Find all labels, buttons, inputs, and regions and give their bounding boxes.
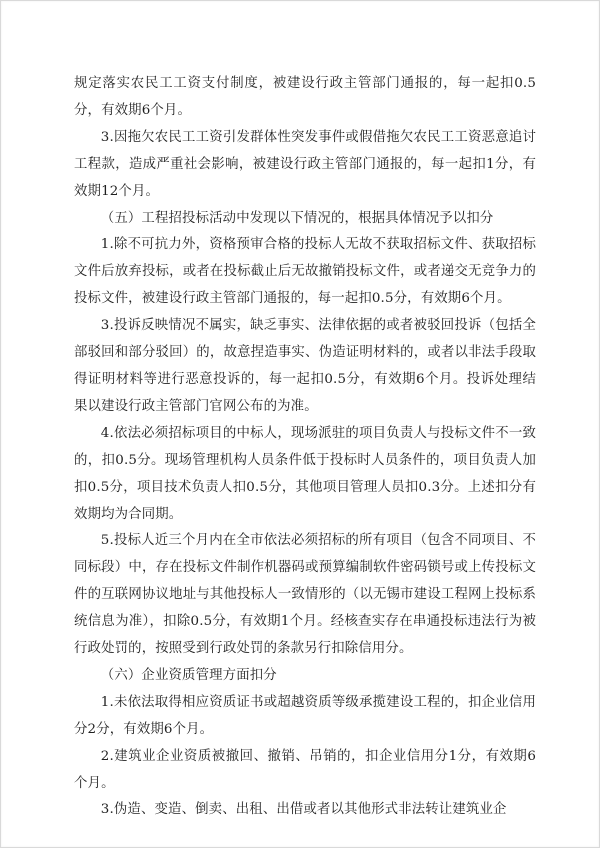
paragraph-item-2-revocation: 2.建筑业企业资质被撤回、撤销、吊销的，扣企业信用分1分，有效期6个月。	[74, 748, 536, 791]
paragraph-item-1-bidding: 1.除不可抗力外，资格预审合格的投标人无故不获取招标文件、获取招标文件后放弃投标，或者在投标截止后无故撤销投标文件，或者递交无竞争力的投标文件，被建设行政主管部门通报的，每一起扣0.5分，有效期6个月。	[74, 237, 536, 307]
document-body	[74, 71, 536, 824]
section-heading-qualification: （六）企业资质管理方面扣分	[100, 667, 277, 683]
paragraph-item-3-wage-incident: 3.因拖欠农民工工资引发群体性突发事件或假借拖欠农民工工资恶意追讨工程款，造成严重社会影响，被建设行政主管部门通报的，每一起扣1分，有效期12个月。	[74, 129, 536, 199]
paragraph-continuation: 规定落实农民工工资支付制度，被建设行政主管部门通报的，每一起扣0.5分，有效期6个月。	[74, 76, 536, 118]
paragraph-item-3-forgery: 3.伪造、变造、倒卖、出租、出借或者以其他形式非法转让建筑业企	[100, 802, 507, 818]
paragraph-item-3-complaint: 3.投诉反映情况不属实，缺乏事实、法律依据的或者被驳回投诉（包括全部驳回和部分驳回）的，故意捏造事实、伪造证明材料的，或者以非法手段取得证明材料等进行恶意投诉的，每一起扣0.5分，有效期6个月。投诉处理结果以建设行政主管部门官网公布的为准。	[74, 318, 536, 414]
paragraph-item-1-qualification: 1.未依法取得相应资质证书或超越资质等级承揽建设工程的，扣企业信用分2分，有效期6个月。	[74, 694, 536, 737]
paragraph-item-4-winning-bidder: 4.依法必须招标项目的中标人，现场派驻的项目负责人与投标文件不一致的，扣0.5分。现场管理机构人员条件低于投标时人员条件的，项目负责人加扣0.5分，项目技术负责人扣0.5分，其他项目管理人员扣0.3分。上述扣分有效期均为合同期。	[74, 425, 536, 522]
paragraph-item-5-collusion: 5.投标人近三个月内在全市依法必须招标的所有项目（包含不同项目、不同标段）中，存在投标文件制作机器码或预算编制软件密码锁号或上传投标文件的互联网协议地址与其他投标人一致情形的（以无锡市建设工程网上投标系统信息为准），扣除0.5分，有效期1个月。经核查实存在串通投标违法行为被行政处罚的，按照受到行政处罚的条款另行扣除信用分。	[74, 533, 536, 657]
section-heading-bidding: （五）工程招投标活动中发现以下情况的，根据具体情况予以扣分	[100, 210, 494, 226]
